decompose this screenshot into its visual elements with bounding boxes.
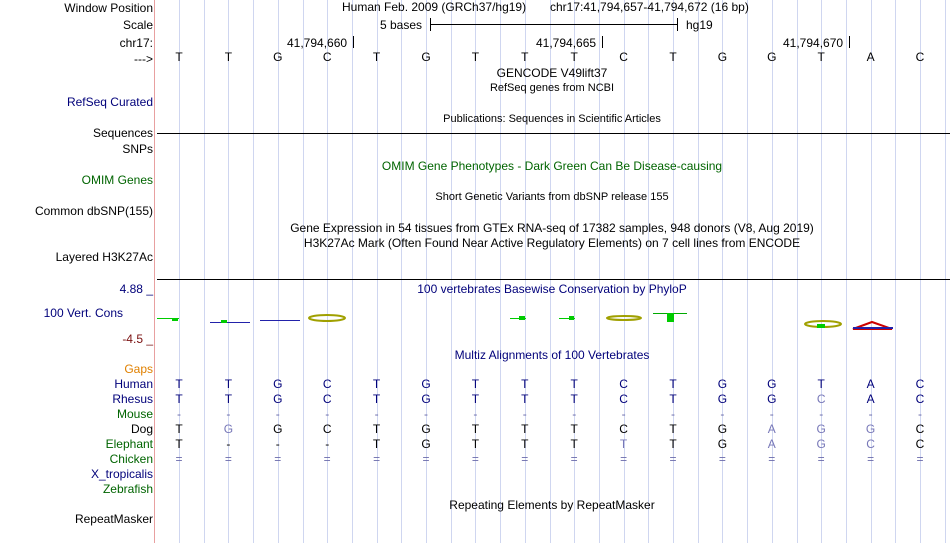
alignment-base: - bbox=[819, 407, 824, 421]
ruler-tick-label: 41,794,670 bbox=[783, 36, 844, 50]
alignment-base: C bbox=[322, 377, 332, 391]
gencode-track-title: GENCODE V49lift37 bbox=[496, 66, 608, 80]
alignment-base: T bbox=[372, 377, 381, 391]
base-grid-line bbox=[451, 0, 452, 543]
alignment-base: = bbox=[274, 452, 282, 466]
base-grid-line bbox=[204, 0, 205, 543]
alignment-base: T bbox=[521, 422, 529, 436]
alignment-base: T bbox=[372, 392, 381, 406]
reference-base: T bbox=[817, 50, 825, 64]
phylop-bar bbox=[210, 322, 250, 323]
reference-base: A bbox=[866, 50, 875, 64]
alignment-base: G bbox=[816, 422, 826, 436]
base-grid-line bbox=[648, 0, 649, 543]
refseq-track-subtitle: RefSeq genes from NCBI bbox=[489, 82, 615, 94]
phylop-conservation-graph[interactable] bbox=[155, 298, 950, 338]
alignment-base: G bbox=[717, 392, 728, 406]
alignment-base: - bbox=[275, 437, 280, 451]
base-grid-line bbox=[846, 0, 847, 543]
scale-db: hg19 bbox=[686, 18, 713, 32]
alignment-base: - bbox=[918, 407, 922, 421]
alignment-base: C bbox=[619, 377, 628, 391]
alignment-base: - bbox=[522, 407, 527, 421]
strand-arrow-label[interactable]: ---> bbox=[134, 52, 153, 66]
alignment-base: = bbox=[373, 452, 381, 466]
alignment-base: T bbox=[570, 377, 578, 391]
phylop-bar bbox=[519, 316, 525, 320]
track-label-refseq[interactable]: RefSeq Curated bbox=[66, 95, 153, 109]
alignment-base: = bbox=[471, 452, 479, 466]
reference-base: G bbox=[767, 50, 777, 64]
scale-bar-right-cap bbox=[677, 18, 678, 31]
alignment-base: T bbox=[817, 377, 825, 391]
alignment-base: A bbox=[866, 392, 875, 406]
chrom-label: chr17: bbox=[119, 36, 153, 50]
conservation-track-title: 100 vertebrates Basewise Conservation by PhyloP bbox=[417, 282, 687, 296]
alignment-base: C bbox=[619, 392, 628, 406]
alignment-base: T bbox=[372, 422, 381, 436]
alignment-base: = bbox=[570, 452, 578, 466]
alignment-base: G bbox=[767, 377, 777, 391]
reference-base: C bbox=[915, 50, 925, 64]
track-label-omim[interactable]: OMIM Genes bbox=[81, 173, 153, 187]
scale-bar-left-cap bbox=[430, 18, 431, 31]
alignment-base: T bbox=[570, 437, 578, 451]
alignment-base: G bbox=[421, 392, 431, 406]
dbsnp-track-title: Short Genetic Variants from dbSNP release 155 bbox=[435, 191, 669, 203]
alignment-base: T bbox=[372, 437, 381, 451]
ruler-tick-label: 41,794,660 bbox=[287, 36, 348, 50]
reference-base: T bbox=[372, 50, 381, 64]
alignment-base: = bbox=[916, 452, 924, 466]
phylop-bar bbox=[817, 324, 825, 328]
base-grid-line bbox=[945, 0, 946, 543]
alignment-base: T bbox=[669, 422, 677, 436]
alignment-base: - bbox=[621, 407, 626, 421]
alignment-base: C bbox=[866, 437, 875, 451]
alignment-base: A bbox=[866, 377, 875, 391]
repeatmasker-track-title: Repeating Elements by RepeatMasker bbox=[449, 498, 655, 512]
ruler-tick-label: 41,794,665 bbox=[536, 36, 597, 50]
alignment-base: - bbox=[325, 407, 330, 421]
window-position-label: Window Position bbox=[64, 1, 153, 15]
alignment-base: T bbox=[224, 392, 233, 406]
alignment-base: C bbox=[915, 437, 925, 451]
base-grid-line bbox=[303, 0, 304, 543]
alignment-base: - bbox=[226, 437, 231, 451]
reference-base: G bbox=[273, 50, 283, 64]
alignment-base: C bbox=[322, 392, 332, 406]
scale-text: 5 bases bbox=[380, 18, 423, 32]
track-label-sequences[interactable]: Sequences bbox=[92, 126, 153, 140]
base-grid-line bbox=[253, 0, 254, 543]
track-label-repeatmasker[interactable]: RepeatMasker bbox=[74, 512, 153, 526]
reference-base: G bbox=[717, 50, 728, 64]
track-group-divider bbox=[157, 133, 950, 134]
alignment-base: T bbox=[224, 377, 233, 391]
phylop-bar bbox=[667, 313, 674, 322]
reference-base: T bbox=[175, 50, 183, 64]
publications-track-title: Publications: Sequences in Scientific Articles bbox=[443, 113, 661, 125]
ruler-tick bbox=[353, 36, 354, 48]
cons-min-label: -4.5 _ bbox=[122, 332, 153, 346]
alignment-base: = bbox=[323, 452, 331, 466]
multiz-track-title: Multiz Alignments of 100 Vertebrates bbox=[454, 348, 650, 362]
alignment-base: - bbox=[769, 407, 774, 421]
reference-base: T bbox=[570, 50, 578, 64]
alignment-base: A bbox=[767, 422, 776, 436]
alignment-base: G bbox=[767, 392, 777, 406]
alignment-base: = bbox=[175, 452, 183, 466]
reference-base: C bbox=[619, 50, 628, 64]
alignment-base: T bbox=[175, 437, 183, 451]
species-label-x_tropicalis[interactable]: X_tropicalis bbox=[90, 467, 153, 481]
ruler-tick bbox=[602, 36, 603, 48]
alignment-base: T bbox=[669, 377, 677, 391]
ruler-tick bbox=[849, 36, 850, 48]
track-label-vert-cons[interactable]: 100 Vert. Cons bbox=[43, 306, 123, 320]
phylop-bar bbox=[853, 327, 893, 329]
reference-base: T bbox=[471, 50, 480, 64]
species-label-zebrafish[interactable]: Zebrafish bbox=[102, 482, 153, 496]
phylop-bar bbox=[221, 320, 227, 323]
phylop-bar bbox=[260, 320, 300, 321]
base-grid-line bbox=[747, 0, 748, 543]
alignment-base: = bbox=[718, 452, 726, 466]
species-label-chicken[interactable]: Chicken bbox=[109, 452, 153, 466]
base-grid-line bbox=[352, 0, 353, 543]
alignment-base: G bbox=[816, 437, 826, 451]
alignment-base: C bbox=[619, 422, 628, 436]
alignment-base: T bbox=[471, 377, 480, 391]
alignment-base: C bbox=[915, 392, 925, 406]
left-label-divider bbox=[154, 0, 155, 543]
phylop-bars bbox=[157, 313, 893, 329]
cons-max-label: 4.88 _ bbox=[119, 282, 153, 296]
reference-base: T bbox=[521, 50, 529, 64]
alignment-base: C bbox=[915, 422, 925, 436]
alignment-base: G bbox=[717, 422, 728, 436]
alignment-base: T bbox=[521, 377, 529, 391]
scale-label: Scale bbox=[122, 18, 153, 32]
alignment-base: G bbox=[717, 437, 728, 451]
species-label-mouse[interactable]: Mouse bbox=[116, 407, 153, 421]
track-label-snps[interactable]: SNPs bbox=[122, 142, 153, 156]
alignment-base: G bbox=[273, 377, 283, 391]
track-label-dbsnp[interactable]: Common dbSNP(155) bbox=[34, 204, 153, 218]
reference-base: C bbox=[322, 50, 332, 64]
alignment-base: = bbox=[224, 452, 232, 466]
alignment-base: = bbox=[817, 452, 825, 466]
omim-track-title: OMIM Gene Phenotypes - Dark Green Can Be Disease-causing bbox=[381, 159, 723, 173]
alignment-base: - bbox=[671, 407, 675, 421]
alignment-base: - bbox=[374, 407, 379, 421]
species-label-elephant[interactable]: Elephant bbox=[105, 437, 153, 451]
alignment-base: C bbox=[816, 392, 826, 406]
alignment-base: - bbox=[177, 407, 181, 421]
alignment-base: T bbox=[471, 392, 480, 406]
species-label-rhesus[interactable]: Rhesus bbox=[112, 392, 153, 406]
phylop-bar bbox=[569, 316, 574, 320]
alignment-base: - bbox=[572, 407, 577, 421]
alignment-base: G bbox=[717, 377, 728, 391]
alignment-base: T bbox=[521, 437, 529, 451]
alignment-base: G bbox=[223, 422, 234, 436]
alignment-base: - bbox=[325, 437, 330, 451]
phylop-glyph bbox=[309, 315, 345, 321]
alignment-base: = bbox=[867, 452, 875, 466]
gtex-track-title: Gene Expression in 54 tissues from GTEx RNA-seq of 17382 samples, 948 donors (V8, Aug 2019) bbox=[290, 221, 814, 235]
h3k27ac-track-title: H3K27Ac Mark (Often Found Near Active Regulatory Elements) on 7 cell lines from ENCODE bbox=[303, 236, 801, 250]
base-grid-line bbox=[698, 0, 699, 543]
alignment-base: - bbox=[473, 407, 478, 421]
track-label-gaps[interactable]: Gaps bbox=[124, 362, 153, 376]
alignment-base: - bbox=[868, 407, 873, 421]
alignment-base: = bbox=[422, 452, 430, 466]
alignment-base: C bbox=[915, 377, 925, 391]
alignment-base: G bbox=[865, 422, 876, 436]
alignment-base: T bbox=[175, 377, 183, 391]
alignment-base: G bbox=[273, 392, 283, 406]
alignment-base: T bbox=[175, 422, 183, 436]
base-grid-line bbox=[895, 0, 896, 543]
alignment-base: G bbox=[421, 377, 431, 391]
alignment-base: T bbox=[570, 422, 578, 436]
alignment-base: T bbox=[471, 437, 480, 451]
alignment-base: G bbox=[421, 437, 431, 451]
alignment-base: = bbox=[521, 452, 529, 466]
phylop-bar bbox=[172, 318, 178, 321]
alignment-base: = bbox=[768, 452, 776, 466]
alignment-base: - bbox=[275, 407, 280, 421]
scale-bar bbox=[430, 24, 678, 25]
alignment-base: T bbox=[570, 392, 578, 406]
alignment-base: = bbox=[669, 452, 677, 466]
alignment-base: = bbox=[620, 452, 628, 466]
reference-base: G bbox=[421, 50, 431, 64]
alignment-base: C bbox=[322, 422, 332, 436]
phylop-glyph bbox=[607, 316, 641, 320]
alignment-base: T bbox=[669, 392, 677, 406]
alignment-base: - bbox=[226, 407, 231, 421]
position-text: chr17:41,794,657-41,794,672 (16 bp) bbox=[550, 0, 749, 14]
species-label-dog[interactable]: Dog bbox=[130, 422, 153, 436]
alignment-base: T bbox=[669, 437, 677, 451]
species-label-human[interactable]: Human bbox=[114, 377, 153, 391]
reference-base: T bbox=[224, 50, 233, 64]
alignment-base: T bbox=[471, 422, 480, 436]
alignment-base: G bbox=[421, 422, 431, 436]
alignment-base: G bbox=[273, 422, 283, 436]
track-label-h3k27ac[interactable]: Layered H3K27Ac bbox=[55, 250, 153, 264]
alignment-base: T bbox=[521, 392, 529, 406]
alignment-base: - bbox=[720, 407, 725, 421]
alignment-base: T bbox=[175, 392, 183, 406]
alignment-base: A bbox=[767, 437, 776, 451]
assembly-title: Human Feb. 2009 (GRCh37/hg19) bbox=[342, 0, 527, 14]
alignment-base: T bbox=[619, 437, 628, 451]
alignment-base: - bbox=[424, 407, 428, 421]
track-group-divider bbox=[157, 279, 950, 280]
reference-base: T bbox=[669, 50, 677, 64]
base-grid-line bbox=[797, 0, 798, 543]
base-grid-line bbox=[401, 0, 402, 543]
